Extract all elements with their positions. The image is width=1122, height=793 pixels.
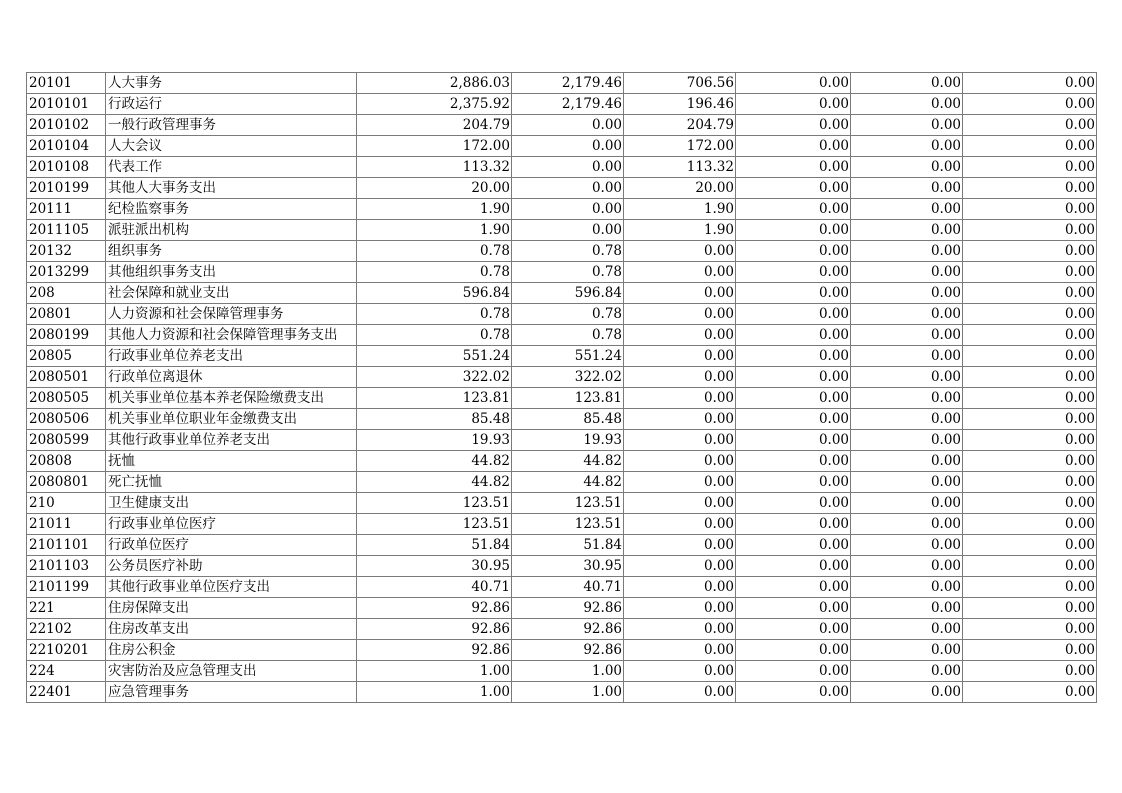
amount-col5-cell: 0.00 [851, 346, 963, 367]
table-row [27, 493, 1097, 514]
amount-col6-cell: 0.00 [963, 640, 1097, 661]
item-name-cell: 社会保障和就业支出 [106, 283, 357, 304]
table-row [27, 115, 1097, 136]
amount-col4-cell: 0.00 [736, 157, 851, 178]
amount-col6-cell: 0.00 [963, 619, 1097, 640]
table-row [27, 73, 1097, 94]
basic-expenditure-cell: 44.82 [512, 451, 624, 472]
amount-col6-cell: 0.00 [963, 283, 1097, 304]
amount-col4-cell: 0.00 [736, 346, 851, 367]
amount-col4-cell: 0.00 [736, 199, 851, 220]
amount-col4-cell: 0.00 [736, 73, 851, 94]
amount-col6-cell: 0.00 [963, 94, 1097, 115]
classification-code-cell: 2013299 [27, 262, 106, 283]
item-name-cell: 一般行政管理事务 [106, 115, 357, 136]
amount-col4-cell: 0.00 [736, 178, 851, 199]
amount-col5-cell: 0.00 [851, 388, 963, 409]
basic-expenditure-cell: 2,179.46 [512, 94, 624, 115]
basic-expenditure-cell: 0.00 [512, 178, 624, 199]
amount-col5-cell: 0.00 [851, 682, 963, 703]
table-row [27, 682, 1097, 703]
project-expenditure-cell: 0.00 [624, 661, 736, 682]
amount-col5-cell: 0.00 [851, 514, 963, 535]
amount-col6-cell: 0.00 [963, 661, 1097, 682]
basic-expenditure-cell: 0.00 [512, 136, 624, 157]
table-row [27, 577, 1097, 598]
amount-col4-cell: 0.00 [736, 262, 851, 283]
classification-code-cell: 21011 [27, 514, 106, 535]
classification-code-cell: 2010199 [27, 178, 106, 199]
amount-col6-cell: 0.00 [963, 304, 1097, 325]
project-expenditure-cell: 0.00 [624, 472, 736, 493]
classification-code-cell: 20111 [27, 199, 106, 220]
table-row [27, 619, 1097, 640]
project-expenditure-cell: 0.00 [624, 367, 736, 388]
table-row [27, 451, 1097, 472]
classification-code-cell: 208 [27, 283, 106, 304]
amount-col5-cell: 0.00 [851, 367, 963, 388]
item-name-cell: 其他行政事业单位医疗支出 [106, 577, 357, 598]
classification-code-cell: 22102 [27, 619, 106, 640]
classification-code-cell: 2010108 [27, 157, 106, 178]
total-amount-cell: 0.78 [357, 325, 512, 346]
item-name-cell: 行政事业单位医疗 [106, 514, 357, 535]
item-name-cell: 行政单位医疗 [106, 535, 357, 556]
project-expenditure-cell: 0.00 [624, 556, 736, 577]
project-expenditure-cell: 0.00 [624, 451, 736, 472]
total-amount-cell: 123.51 [357, 493, 512, 514]
total-amount-cell: 20.00 [357, 178, 512, 199]
amount-col6-cell: 0.00 [963, 136, 1097, 157]
project-expenditure-cell: 706.56 [624, 73, 736, 94]
total-amount-cell: 113.32 [357, 157, 512, 178]
total-amount-cell: 2,375.92 [357, 94, 512, 115]
amount-col4-cell: 0.00 [736, 409, 851, 430]
basic-expenditure-cell: 92.86 [512, 619, 624, 640]
amount-col5-cell: 0.00 [851, 199, 963, 220]
project-expenditure-cell: 0.00 [624, 388, 736, 409]
amount-col5-cell: 0.00 [851, 178, 963, 199]
project-expenditure-cell: 0.00 [624, 325, 736, 346]
total-amount-cell: 40.71 [357, 577, 512, 598]
total-amount-cell: 51.84 [357, 535, 512, 556]
amount-col5-cell: 0.00 [851, 283, 963, 304]
amount-col5-cell: 0.00 [851, 325, 963, 346]
basic-expenditure-cell: 2,179.46 [512, 73, 624, 94]
amount-col5-cell: 0.00 [851, 73, 963, 94]
amount-col5-cell: 0.00 [851, 262, 963, 283]
total-amount-cell: 123.81 [357, 388, 512, 409]
amount-col4-cell: 0.00 [736, 682, 851, 703]
budget-table [26, 72, 1097, 703]
item-name-cell: 死亡抚恤 [106, 472, 357, 493]
amount-col6-cell: 0.00 [963, 682, 1097, 703]
amount-col6-cell: 0.00 [963, 472, 1097, 493]
project-expenditure-cell: 0.00 [624, 640, 736, 661]
project-expenditure-cell: 0.00 [624, 577, 736, 598]
amount-col5-cell: 0.00 [851, 220, 963, 241]
basic-expenditure-cell: 92.86 [512, 640, 624, 661]
amount-col6-cell: 0.00 [963, 409, 1097, 430]
classification-code-cell: 2080501 [27, 367, 106, 388]
project-expenditure-cell: 0.00 [624, 346, 736, 367]
amount-col6-cell: 0.00 [963, 430, 1097, 451]
item-name-cell: 其他行政事业单位养老支出 [106, 430, 357, 451]
project-expenditure-cell: 0.00 [624, 682, 736, 703]
classification-code-cell: 20801 [27, 304, 106, 325]
total-amount-cell: 19.93 [357, 430, 512, 451]
amount-col5-cell: 0.00 [851, 115, 963, 136]
amount-col5-cell: 0.00 [851, 430, 963, 451]
table-row [27, 220, 1097, 241]
item-name-cell: 抚恤 [106, 451, 357, 472]
amount-col6-cell: 0.00 [963, 262, 1097, 283]
amount-col5-cell: 0.00 [851, 640, 963, 661]
total-amount-cell: 92.86 [357, 619, 512, 640]
amount-col4-cell: 0.00 [736, 304, 851, 325]
total-amount-cell: 1.90 [357, 220, 512, 241]
amount-col4-cell: 0.00 [736, 325, 851, 346]
classification-code-cell: 2080801 [27, 472, 106, 493]
amount-col6-cell: 0.00 [963, 157, 1097, 178]
amount-col6-cell: 0.00 [963, 556, 1097, 577]
amount-col5-cell: 0.00 [851, 241, 963, 262]
table-row [27, 325, 1097, 346]
item-name-cell: 其他人大事务支出 [106, 178, 357, 199]
item-name-cell: 应急管理事务 [106, 682, 357, 703]
total-amount-cell: 85.48 [357, 409, 512, 430]
amount-col5-cell: 0.00 [851, 493, 963, 514]
total-amount-cell: 123.51 [357, 514, 512, 535]
project-expenditure-cell: 113.32 [624, 157, 736, 178]
basic-expenditure-cell: 0.00 [512, 220, 624, 241]
classification-code-cell: 210 [27, 493, 106, 514]
basic-expenditure-cell: 1.00 [512, 682, 624, 703]
table-row [27, 94, 1097, 115]
basic-expenditure-cell: 0.78 [512, 241, 624, 262]
item-name-cell: 纪检监察事务 [106, 199, 357, 220]
amount-col4-cell: 0.00 [736, 367, 851, 388]
table-row [27, 514, 1097, 535]
total-amount-cell: 596.84 [357, 283, 512, 304]
basic-expenditure-cell: 92.86 [512, 598, 624, 619]
total-amount-cell: 92.86 [357, 598, 512, 619]
total-amount-cell: 44.82 [357, 451, 512, 472]
project-expenditure-cell: 0.00 [624, 493, 736, 514]
table-row [27, 199, 1097, 220]
amount-col4-cell: 0.00 [736, 430, 851, 451]
classification-code-cell: 224 [27, 661, 106, 682]
total-amount-cell: 92.86 [357, 640, 512, 661]
basic-expenditure-cell: 551.24 [512, 346, 624, 367]
item-name-cell: 行政运行 [106, 94, 357, 115]
item-name-cell: 住房保障支出 [106, 598, 357, 619]
amount-col4-cell: 0.00 [736, 619, 851, 640]
amount-col5-cell: 0.00 [851, 157, 963, 178]
amount-col6-cell: 0.00 [963, 199, 1097, 220]
project-expenditure-cell: 0.00 [624, 241, 736, 262]
basic-expenditure-cell: 44.82 [512, 472, 624, 493]
project-expenditure-cell: 0.00 [624, 262, 736, 283]
classification-code-cell: 20808 [27, 451, 106, 472]
total-amount-cell: 1.90 [357, 199, 512, 220]
amount-col4-cell: 0.00 [736, 514, 851, 535]
amount-col5-cell: 0.00 [851, 661, 963, 682]
total-amount-cell: 322.02 [357, 367, 512, 388]
basic-expenditure-cell: 596.84 [512, 283, 624, 304]
total-amount-cell: 30.95 [357, 556, 512, 577]
amount-col5-cell: 0.00 [851, 577, 963, 598]
item-name-cell: 行政事业单位养老支出 [106, 346, 357, 367]
amount-col5-cell: 0.00 [851, 409, 963, 430]
amount-col4-cell: 0.00 [736, 283, 851, 304]
basic-expenditure-cell: 51.84 [512, 535, 624, 556]
amount-col4-cell: 0.00 [736, 556, 851, 577]
item-name-cell: 住房公积金 [106, 640, 357, 661]
amount-col5-cell: 0.00 [851, 94, 963, 115]
total-amount-cell: 0.78 [357, 304, 512, 325]
table-row [27, 136, 1097, 157]
project-expenditure-cell: 0.00 [624, 598, 736, 619]
item-name-cell: 其他人力资源和社会保障管理事务支出 [106, 325, 357, 346]
amount-col6-cell: 0.00 [963, 598, 1097, 619]
item-name-cell: 卫生健康支出 [106, 493, 357, 514]
total-amount-cell: 1.00 [357, 682, 512, 703]
item-name-cell: 人大事务 [106, 73, 357, 94]
table-row [27, 556, 1097, 577]
amount-col6-cell: 0.00 [963, 514, 1097, 535]
table-row [27, 472, 1097, 493]
classification-code-cell: 22401 [27, 682, 106, 703]
table-row [27, 598, 1097, 619]
item-name-cell: 灾害防治及应急管理支出 [106, 661, 357, 682]
project-expenditure-cell: 172.00 [624, 136, 736, 157]
classification-code-cell: 2080599 [27, 430, 106, 451]
table-row [27, 367, 1097, 388]
project-expenditure-cell: 0.00 [624, 283, 736, 304]
project-expenditure-cell: 0.00 [624, 514, 736, 535]
classification-code-cell: 20101 [27, 73, 106, 94]
table-row [27, 430, 1097, 451]
amount-col6-cell: 0.00 [963, 388, 1097, 409]
table-row [27, 283, 1097, 304]
classification-code-cell: 2080506 [27, 409, 106, 430]
table-row [27, 262, 1097, 283]
item-name-cell: 机关事业单位基本养老保险缴费支出 [106, 388, 357, 409]
amount-col4-cell: 0.00 [736, 472, 851, 493]
table-row [27, 640, 1097, 661]
amount-col4-cell: 0.00 [736, 661, 851, 682]
classification-code-cell: 2101103 [27, 556, 106, 577]
amount-col5-cell: 0.00 [851, 535, 963, 556]
item-name-cell: 机关事业单位职业年金缴费支出 [106, 409, 357, 430]
basic-expenditure-cell: 0.00 [512, 115, 624, 136]
table-row [27, 241, 1097, 262]
table-row [27, 388, 1097, 409]
project-expenditure-cell: 196.46 [624, 94, 736, 115]
total-amount-cell: 2,886.03 [357, 73, 512, 94]
basic-expenditure-cell: 123.51 [512, 514, 624, 535]
basic-expenditure-cell: 0.78 [512, 304, 624, 325]
item-name-cell: 行政单位离退休 [106, 367, 357, 388]
classification-code-cell: 2210201 [27, 640, 106, 661]
amount-col5-cell: 0.00 [851, 472, 963, 493]
table-row [27, 661, 1097, 682]
item-name-cell: 人力资源和社会保障管理事务 [106, 304, 357, 325]
amount-col6-cell: 0.00 [963, 346, 1097, 367]
amount-col5-cell: 0.00 [851, 304, 963, 325]
project-expenditure-cell: 0.00 [624, 304, 736, 325]
amount-col4-cell: 0.00 [736, 598, 851, 619]
amount-col5-cell: 0.00 [851, 136, 963, 157]
amount-col4-cell: 0.00 [736, 241, 851, 262]
amount-col6-cell: 0.00 [963, 451, 1097, 472]
amount-col6-cell: 0.00 [963, 367, 1097, 388]
classification-code-cell: 2080505 [27, 388, 106, 409]
project-expenditure-cell: 0.00 [624, 430, 736, 451]
amount-col6-cell: 0.00 [963, 220, 1097, 241]
item-name-cell: 人大会议 [106, 136, 357, 157]
amount-col6-cell: 0.00 [963, 178, 1097, 199]
amount-col4-cell: 0.00 [736, 94, 851, 115]
basic-expenditure-cell: 40.71 [512, 577, 624, 598]
table-body [27, 73, 1097, 703]
project-expenditure-cell: 204.79 [624, 115, 736, 136]
project-expenditure-cell: 0.00 [624, 619, 736, 640]
classification-code-cell: 2080199 [27, 325, 106, 346]
item-name-cell: 派驻派出机构 [106, 220, 357, 241]
amount-col4-cell: 0.00 [736, 136, 851, 157]
basic-expenditure-cell: 1.00 [512, 661, 624, 682]
amount-col5-cell: 0.00 [851, 556, 963, 577]
project-expenditure-cell: 0.00 [624, 409, 736, 430]
classification-code-cell: 20805 [27, 346, 106, 367]
project-expenditure-cell: 1.90 [624, 199, 736, 220]
item-name-cell: 住房改革支出 [106, 619, 357, 640]
amount-col4-cell: 0.00 [736, 451, 851, 472]
amount-col5-cell: 0.00 [851, 451, 963, 472]
item-name-cell: 公务员医疗补助 [106, 556, 357, 577]
table-row [27, 304, 1097, 325]
amount-col6-cell: 0.00 [963, 325, 1097, 346]
classification-code-cell: 2101101 [27, 535, 106, 556]
amount-col6-cell: 0.00 [963, 73, 1097, 94]
amount-col6-cell: 0.00 [963, 577, 1097, 598]
amount-col5-cell: 0.00 [851, 598, 963, 619]
total-amount-cell: 1.00 [357, 661, 512, 682]
table-row [27, 535, 1097, 556]
amount-col5-cell: 0.00 [851, 619, 963, 640]
amount-col4-cell: 0.00 [736, 493, 851, 514]
item-name-cell: 组织事务 [106, 241, 357, 262]
basic-expenditure-cell: 0.78 [512, 325, 624, 346]
total-amount-cell: 172.00 [357, 136, 512, 157]
table-row [27, 178, 1097, 199]
amount-col4-cell: 0.00 [736, 535, 851, 556]
classification-code-cell: 2101199 [27, 577, 106, 598]
basic-expenditure-cell: 85.48 [512, 409, 624, 430]
project-expenditure-cell: 1.90 [624, 220, 736, 241]
total-amount-cell: 204.79 [357, 115, 512, 136]
basic-expenditure-cell: 123.51 [512, 493, 624, 514]
table-row [27, 157, 1097, 178]
amount-col4-cell: 0.00 [736, 220, 851, 241]
amount-col6-cell: 0.00 [963, 493, 1097, 514]
amount-col4-cell: 0.00 [736, 640, 851, 661]
basic-expenditure-cell: 30.95 [512, 556, 624, 577]
total-amount-cell: 44.82 [357, 472, 512, 493]
basic-expenditure-cell: 19.93 [512, 430, 624, 451]
total-amount-cell: 0.78 [357, 262, 512, 283]
table-row [27, 346, 1097, 367]
classification-code-cell: 2010102 [27, 115, 106, 136]
classification-code-cell: 221 [27, 598, 106, 619]
amount-col4-cell: 0.00 [736, 577, 851, 598]
classification-code-cell: 2010104 [27, 136, 106, 157]
classification-code-cell: 20132 [27, 241, 106, 262]
classification-code-cell: 2010101 [27, 94, 106, 115]
basic-expenditure-cell: 322.02 [512, 367, 624, 388]
basic-expenditure-cell: 123.81 [512, 388, 624, 409]
amount-col4-cell: 0.00 [736, 115, 851, 136]
item-name-cell: 其他组织事务支出 [106, 262, 357, 283]
project-expenditure-cell: 0.00 [624, 535, 736, 556]
amount-col6-cell: 0.00 [963, 535, 1097, 556]
amount-col6-cell: 0.00 [963, 115, 1097, 136]
amount-col4-cell: 0.00 [736, 388, 851, 409]
basic-expenditure-cell: 0.00 [512, 157, 624, 178]
total-amount-cell: 0.78 [357, 241, 512, 262]
table-row [27, 409, 1097, 430]
total-amount-cell: 551.24 [357, 346, 512, 367]
amount-col6-cell: 0.00 [963, 241, 1097, 262]
item-name-cell: 代表工作 [106, 157, 357, 178]
basic-expenditure-cell: 0.00 [512, 199, 624, 220]
project-expenditure-cell: 20.00 [624, 178, 736, 199]
basic-expenditure-cell: 0.78 [512, 262, 624, 283]
classification-code-cell: 2011105 [27, 220, 106, 241]
